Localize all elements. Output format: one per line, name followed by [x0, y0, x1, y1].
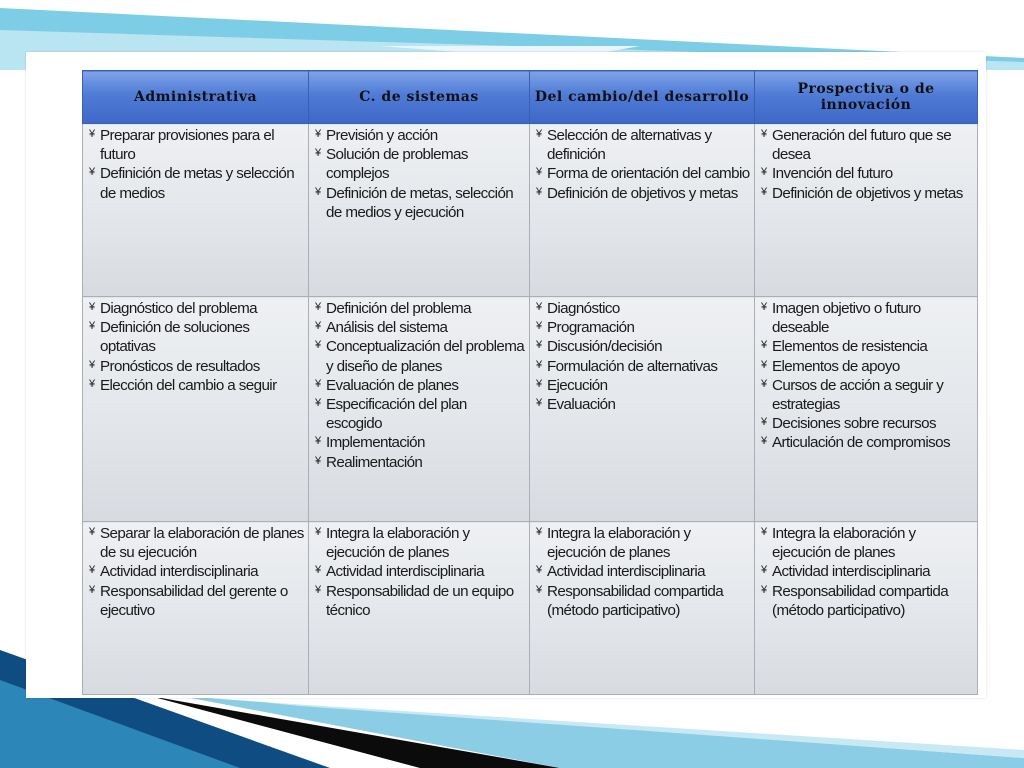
- table-cell: [309, 124, 530, 297]
- list-item-text: Definición de objetivos y metas: [547, 184, 738, 202]
- list-item: [536, 376, 750, 395]
- list-item: [536, 337, 750, 356]
- list-item: [89, 357, 304, 376]
- list-item: [536, 164, 750, 183]
- bullet-icon: ¥: [315, 339, 321, 352]
- bullet-icon: ¥: [761, 166, 767, 179]
- bullet-icon: ¥: [89, 377, 95, 390]
- list-item: [536, 357, 750, 376]
- list-item-text: Responsabilidad del gerente o ejecutivo: [100, 582, 288, 619]
- bullet-icon: ¥: [89, 320, 95, 333]
- list-item: [761, 357, 973, 376]
- list-item-text: Generación del futuro que se desea: [772, 127, 952, 164]
- list-item: [315, 562, 525, 581]
- table-row: [83, 124, 978, 297]
- list-item: [536, 562, 750, 581]
- list-item: [315, 299, 525, 318]
- bullet-list: [761, 299, 973, 453]
- list-item-text: Diagnóstico del problema: [100, 300, 257, 317]
- bullet-icon: ¥: [536, 526, 542, 538]
- header-row: [83, 71, 978, 124]
- list-item: [536, 582, 750, 620]
- list-item: [315, 126, 525, 145]
- bullet-icon: ¥: [536, 377, 542, 390]
- header-c-de-sistemas: C. de sistemas: [309, 71, 530, 124]
- header-administrativa: Administrativa: [83, 71, 309, 124]
- table-row: [83, 522, 978, 695]
- list-item: [761, 582, 973, 620]
- bullet-icon: ¥: [761, 416, 767, 429]
- list-item: [536, 318, 750, 337]
- list-item-text: Cursos de acción a seguir y estrategias: [772, 376, 944, 414]
- bullet-list: [536, 126, 750, 203]
- list-item-text: Actividad interdisciplinaria: [100, 563, 258, 581]
- bullet-icon: ¥: [315, 185, 321, 198]
- bullet-icon: ¥: [536, 564, 542, 577]
- bullet-icon: ¥: [761, 377, 767, 390]
- list-item-text: Evaluación de planes: [326, 376, 459, 394]
- bullet-icon: ¥: [536, 397, 542, 410]
- bullet-icon: ¥: [315, 397, 321, 410]
- list-item-text: Integra la elaboración y ejecución de planes: [547, 525, 691, 562]
- bullet-icon: ¥: [536, 185, 542, 198]
- list-item: [315, 395, 525, 433]
- bullet-list: [761, 126, 973, 203]
- list-item: [761, 562, 973, 581]
- list-item-text: Especificación del plan escogido: [326, 396, 467, 433]
- list-item-text: Integra la elaboración y ejecución de planes: [326, 525, 470, 562]
- list-item: [315, 337, 525, 375]
- list-item-text: Programación: [547, 319, 635, 337]
- bullet-list: [315, 126, 525, 222]
- table-cell: [755, 297, 978, 522]
- bullet-list: [89, 524, 304, 620]
- bullet-icon: ¥: [536, 358, 542, 371]
- list-item-text: Definición de soluciones optativas: [100, 319, 250, 356]
- bullet-icon: ¥: [761, 564, 767, 577]
- list-item: [761, 164, 973, 183]
- table-cell: [309, 522, 530, 695]
- table-cell: [83, 297, 309, 522]
- list-item-text: Discusión/decisión: [547, 338, 662, 356]
- table-row: [83, 297, 978, 522]
- bullet-icon: ¥: [89, 526, 95, 538]
- bullet-icon: ¥: [315, 454, 321, 467]
- bullet-icon: ¥: [89, 564, 95, 577]
- bullet-icon: ¥: [536, 128, 542, 140]
- list-item: [315, 433, 525, 452]
- bullet-icon: ¥: [315, 564, 321, 577]
- list-item: [89, 582, 304, 620]
- bullet-list: [315, 524, 525, 620]
- list-item-text: Definición de metas, selección de medios y ejecución: [326, 184, 514, 221]
- list-item-text: Responsabilidad compartida (método participativo): [772, 582, 949, 619]
- list-item-text: Definición de metas y selección de medios: [100, 165, 295, 202]
- bullet-icon: ¥: [761, 435, 767, 448]
- table-cell: [309, 297, 530, 522]
- bullet-list: [536, 524, 750, 620]
- list-item-text: Articulación de compromisos: [772, 434, 950, 452]
- table-cell: [530, 522, 755, 695]
- list-item-text: Análisis del sistema: [326, 319, 448, 337]
- list-item-text: Preparar provisiones para el futuro: [100, 127, 274, 164]
- list-item-text: Responsabilidad de un equipo técnico: [326, 582, 514, 619]
- list-item: [89, 524, 304, 562]
- list-item: [89, 318, 304, 356]
- bullet-icon: ¥: [536, 339, 542, 352]
- bullet-icon: ¥: [89, 583, 95, 596]
- list-item-text: Definición de objetivos y metas: [772, 184, 963, 202]
- list-item-text: Realimentación: [326, 453, 423, 471]
- table-cell: [755, 522, 978, 695]
- list-item-text: Diagnóstico: [547, 300, 620, 317]
- list-item: [761, 414, 973, 433]
- table-cell: [83, 522, 309, 695]
- list-item-text: Formulación de alternativas: [547, 357, 718, 375]
- bullet-icon: ¥: [315, 435, 321, 448]
- list-item: [536, 126, 750, 164]
- list-item: [315, 184, 525, 222]
- list-item: [89, 562, 304, 581]
- list-item-text: Forma de orientación del cambio: [547, 165, 750, 183]
- list-item-text: Elección del cambio a seguir: [100, 376, 277, 394]
- list-item-text: Separar la elaboración de planes de su ejecución: [100, 525, 304, 562]
- list-item-text: Invención del futuro: [772, 165, 893, 183]
- list-item: [315, 376, 525, 395]
- table-cell: [530, 124, 755, 297]
- list-item: [89, 126, 304, 164]
- list-item-text: Implementación: [326, 434, 425, 452]
- list-item: [315, 453, 525, 472]
- list-item-text: Elementos de resistencia: [772, 338, 928, 356]
- list-item-text: Elementos de apoyo: [772, 357, 900, 375]
- list-item-text: Responsabilidad compartida (método participativo): [547, 582, 724, 619]
- list-item: [315, 524, 525, 562]
- list-item-text: Actividad interdisciplinaria: [772, 563, 930, 581]
- bullet-icon: ¥: [536, 320, 542, 333]
- list-item-text: Solución de problemas complejos: [326, 146, 468, 183]
- list-item-text: Actividad interdisciplinaria: [326, 563, 484, 581]
- bullet-icon: ¥: [315, 301, 321, 313]
- list-item-text: Ejecución: [547, 376, 608, 394]
- list-item-text: Definición del problema: [326, 300, 471, 317]
- bullet-icon: ¥: [761, 301, 767, 313]
- list-item-text: Imagen objetivo o futuro deseable: [772, 300, 921, 337]
- table-cell: [530, 297, 755, 522]
- list-item-text: Integra la elaboración y ejecución de planes: [772, 525, 916, 562]
- bullet-icon: ¥: [315, 147, 321, 160]
- list-item: [761, 376, 973, 414]
- comparison-table: [82, 70, 978, 695]
- list-item: [315, 318, 525, 337]
- list-item-text: Conceptualización del problema y diseño de planes: [326, 338, 525, 375]
- list-item: [536, 184, 750, 203]
- list-item: [536, 299, 750, 318]
- header-del-cambio-del-desarrollo: Del cambio/del desarrollo: [530, 71, 755, 124]
- list-item: [761, 126, 973, 164]
- bullet-icon: ¥: [536, 166, 542, 179]
- bullet-list: [89, 299, 304, 395]
- list-item-text: Selección de alternativas y definición: [547, 127, 712, 164]
- bullet-icon: ¥: [761, 185, 767, 198]
- list-item: [761, 299, 973, 337]
- list-item: [315, 582, 525, 620]
- bullet-icon: ¥: [315, 128, 321, 140]
- bullet-icon: ¥: [315, 377, 321, 390]
- bullet-icon: ¥: [761, 339, 767, 352]
- list-item-text: Decisiones sobre recursos: [772, 415, 936, 433]
- bullet-list: [89, 126, 304, 203]
- bullet-icon: ¥: [89, 128, 95, 140]
- list-item: [761, 337, 973, 356]
- list-item: [89, 164, 304, 202]
- table-cell: [755, 124, 978, 297]
- bullet-icon: ¥: [89, 166, 95, 179]
- list-item: [89, 376, 304, 395]
- bullet-icon: ¥: [761, 128, 767, 140]
- list-item-text: Evaluación: [547, 396, 616, 414]
- list-item: [761, 184, 973, 203]
- bullet-list: [536, 299, 750, 414]
- header-prospectiva-o-de-innovacion: Prospectiva o de innovación: [755, 71, 978, 124]
- bullet-icon: ¥: [761, 358, 767, 371]
- bullet-icon: ¥: [89, 358, 95, 371]
- list-item: [315, 145, 525, 183]
- bullet-icon: ¥: [315, 320, 321, 333]
- list-item-text: Pronósticos de resultados: [100, 357, 260, 375]
- bullet-list: [761, 524, 973, 620]
- bullet-icon: ¥: [536, 301, 542, 313]
- list-item: [536, 524, 750, 562]
- bullet-list: [315, 299, 525, 472]
- list-item-text: Actividad interdisciplinaria: [547, 563, 705, 581]
- list-item: [761, 524, 973, 562]
- list-item-text: Previsión y acción: [326, 127, 438, 144]
- bullet-icon: ¥: [536, 583, 542, 596]
- bullet-icon: ¥: [761, 526, 767, 538]
- list-item: [89, 299, 304, 318]
- bullet-icon: ¥: [89, 301, 95, 313]
- bullet-icon: ¥: [315, 526, 321, 538]
- bullet-icon: ¥: [315, 583, 321, 596]
- table-cell: [83, 124, 309, 297]
- list-item: [761, 433, 973, 452]
- list-item: [536, 395, 750, 414]
- bullet-icon: ¥: [761, 583, 767, 596]
